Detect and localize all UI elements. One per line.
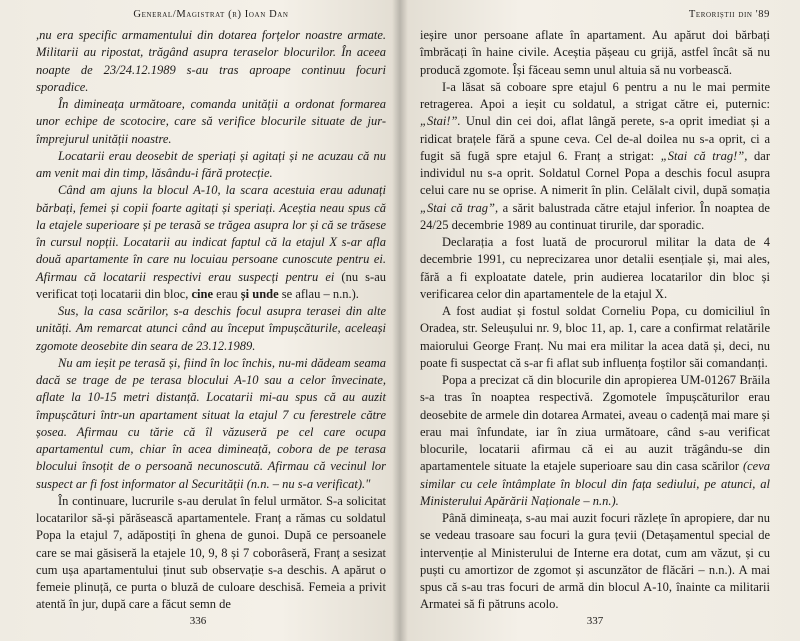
- paragraph: [36, 96, 386, 148]
- right-page: [400, 0, 800, 641]
- page-number: 336: [189, 615, 207, 627]
- text-segment: Sus, la casa scărilor, s-a deschis focul asupra terasei din alte unități. Am remarcat atunci când au început împușcăturile, aceleași zgomote deosebite din seara de 23.12.1989.: [36, 304, 386, 353]
- paragraph: [420, 303, 770, 372]
- text-segment: Declarația a fost luată de procurorul militar la data de 4 decembrie 1991, cu neprecizarea unor detalii esențiale și, mai ales, fără a fi exploatate datele, prin audierea locatarilor din bloc și verificarea celor din apartamentele de la etajul X.: [420, 235, 770, 301]
- text-segment: Când am ajuns la blocul A-10, la scara acestuia erau adunați bărbați, femei și copii foarte agitați și speriați. Aceștia neau spus că la etajele superioare și pe terasă se trăgea asupra lor și că se trăsese în cursul nopții. Locatarii au indicat faptul că la etajul X s-ar afla două apartamente în care nu locuiau persoane cunoscute pentru ei. Afirmau că locatarii respectivi erau suspecți pentru ei: [36, 183, 386, 284]
- book-gutter: [392, 0, 408, 641]
- paragraph: [420, 234, 770, 303]
- text-segment: cine: [191, 286, 214, 301]
- paragraph: [36, 303, 386, 355]
- text-segment: ,nu era specific armamentului din dotarea forțelor noastre armate. Militarii au ripostat, trăgând asupra teraselor blocurilor. În aceea noapte de 23/24.12.1989 s-au tras aproape continuu focuri sporadice.: [36, 28, 386, 94]
- paragraph: [36, 493, 386, 614]
- text-segment: ieșire unor persoane aflate în apartament. Au apărut doi bărbați îmbrăcați în haine civile. Aceștia pășeau cu grijă, astfel încât să nu producă zgomote. Își făceau semn unul altuia să nu vorbească.: [420, 28, 770, 77]
- page-body: [420, 27, 770, 614]
- text-segment: Nu am ieșit pe terasă și, fiind în loc închis, nu-mi dădeam seama dacă se trage de pe terasa blocului A-10 sau a celor învecinate, aflate la 10-15 metri distanță. Locatarii mi-au spus că au auzit împușcături într-un apartament situat la etajul 7 cu ferestrele către șosea. Afirmau cu tărie că îl văzuseră pe cel care ocupa apartamentul cum, chiar în acea dimineață, cobora de pe terasa blocului însoțit de o persoană necunoscută. Afirmau că vecinul lor suspect ar fi fost informator al Securității (n.n. – nu s-a verificat).": [36, 355, 386, 491]
- text-segment: „Stai!”.: [420, 114, 461, 129]
- page-body: [36, 27, 386, 614]
- text-segment: „Stai că trag!”,: [660, 148, 748, 163]
- paragraph: [36, 27, 386, 96]
- text-segment: Unul din cei doi, aflat lângă perete, s-a oprit imediat și a ridicat brațele fără a spune ceva. Cel de-al doilea nu s-a oprit, ci a fugit să fugă spre etajul 6. Franț a strigat:: [420, 114, 770, 163]
- running-header: General/Magistrat (r) Ioan Dan: [133, 9, 289, 20]
- text-segment: A fost audiat și fostul soldat Corneliu Popa, cu domiciliul în Oradea, str. Seleușului nr. 9, bloc 11, ap. 1, care a confirmat relatările maiorului George Franț. Nu mai era militar la acea dată și, deci, nu poate fi suspectat că s-ar fi aflat sub influența foștilor săi comandanți.: [420, 304, 770, 370]
- text-segment: se aflau – n.n.).: [278, 286, 359, 301]
- paragraph: [420, 510, 770, 614]
- paragraph: [36, 355, 386, 493]
- text-segment: În dimineața următoare, comanda unității a ordonat formarea unor echipe de scotocire, care să verifice blocurile situate de jur-împrejurul unității noastre.: [36, 97, 386, 146]
- page-number: 337: [586, 615, 604, 627]
- text-segment: I-a lăsat să coboare spre etajul 6 pentru a nu le mai permite retragerea. Apoi a ieșit cu soldatul, a strigat către ei, puternic:: [420, 79, 770, 111]
- text-segment: Până dimineața, s-au mai auzit focuri răzlețe în apropiere, dar nu se vedeau trasoare sau focuri la gura țevii (Detașamentul special de intervenție al Ministerului de Interne era dotat, cum am văzut, și cu puști cu amortizor de zgomot și ascunzător de flăcări – n.n.). A mai spus că s-au tras focuri de armă din blocul A-10, înainte ca militarii Armatei să fi pătruns acolo.: [420, 511, 770, 612]
- text-segment: și unde: [240, 286, 279, 301]
- text-segment: Locatarii erau deosebit de speriați și agitați și ne acuzau că nu am venit mai din timp, lăsându-i fără protecție.: [36, 148, 386, 180]
- text-segment: dar individul nu s-a oprit. Soldatul Cornel Popa a deschis focul asupra celui care nu se oprise. A nimerit în plin. Celălalt civil, după somația: [420, 148, 770, 198]
- paragraph: [420, 27, 770, 79]
- text-segment: (nu s-au verificat toți locatarii din bloc,: [36, 269, 386, 301]
- paragraph: [36, 182, 386, 303]
- paragraph: [420, 79, 770, 234]
- text-segment: (ceva similar cu cele întâmplate în blocul din fața sediului, pe atunci, al Ministerului Apărării Naționale – n.n.).: [420, 459, 770, 508]
- text-segment: „Stai că trag”,: [420, 200, 499, 215]
- text-segment: erau: [213, 286, 241, 301]
- paragraph: [420, 372, 770, 510]
- text-segment: Popa a precizat că din blocurile din apropierea UM-01267 Brăila s-a tras în noaptea respectivă. Zgomotele împușcăturilor erau deosebite de armele din dotarea Armatei, aveau o cadență mai mare și erau mai înfundate, iar în ziua următoare, când s-au verificat blocurile, locatarii afirmau că ei au auzit trăgându-se din apartamentele situate la etajele superioare sau din casa scărilor: [420, 373, 770, 474]
- text-segment: În continuare, lucrurile s-au derulat în felul următor. S-a solicitat locatarilor să-și părăsească apartamentele. Franț a rămas cu soldatul Popa la etajul 7, adăpostiți în ghena de gunoi. După ce persoanele care se mai găsiseră la etajele 10, 9, 8 și 7 coborâseră, Franț a sesizat cum ușa apartamentului ținut sub observație s-a deschis. A apărut o femeie plinuță, ce purta o bluză de culoare deschisă. Femeia a privit atentă în jur, după care a făcut semn de: [36, 493, 386, 612]
- text-segment: a sărit balustrada către etajul inferior. În noaptea de 24/25 decembrie 1989 au continuat tirurile, dar sporadic.: [420, 200, 770, 232]
- paragraph: [36, 148, 386, 183]
- running-header: Teroriștii din '89: [688, 9, 770, 20]
